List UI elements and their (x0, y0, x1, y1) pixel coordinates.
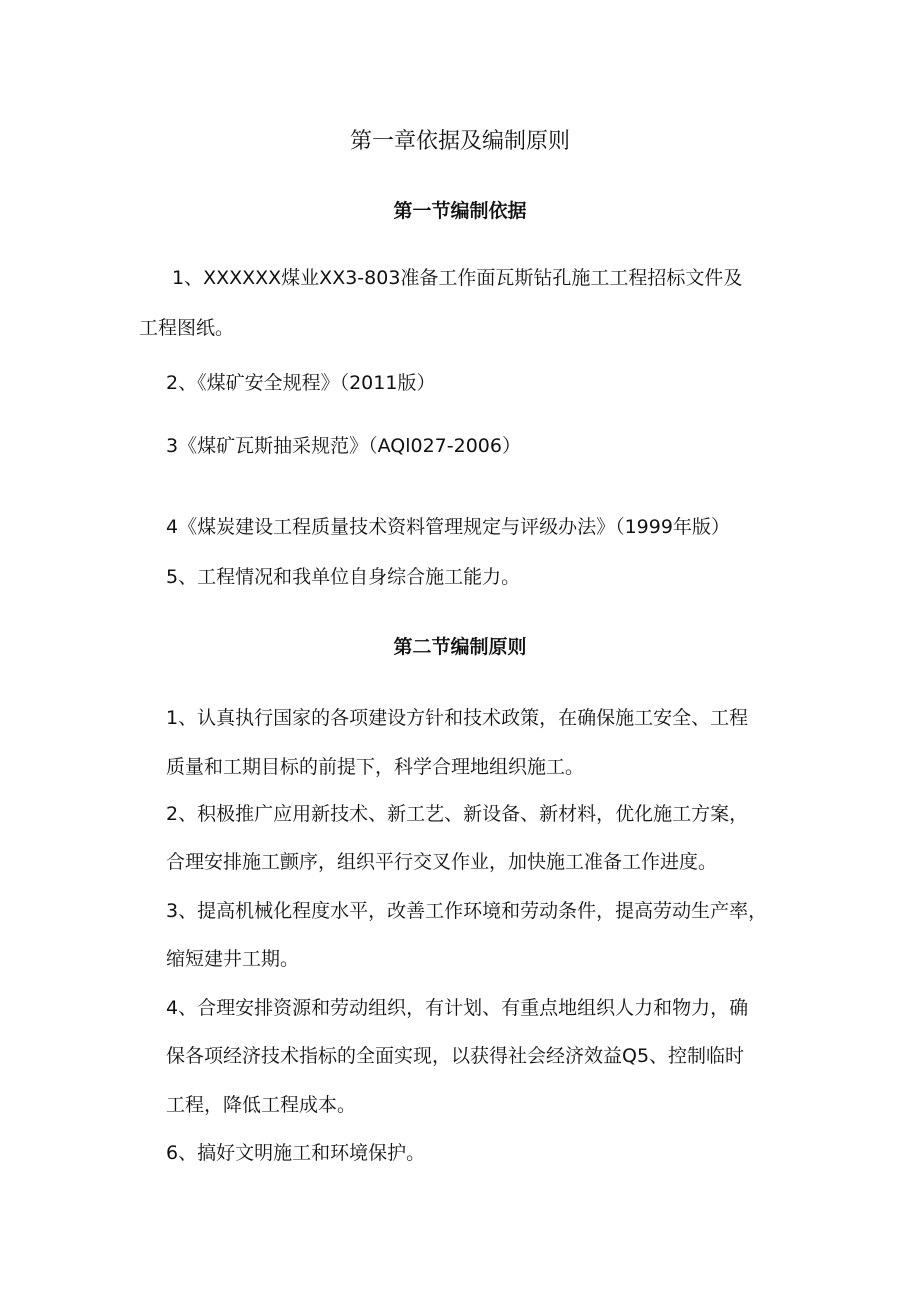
principle-item-6: 6、搞好文明施工和环境保护。 (166, 1142, 426, 1164)
principle-item-3-line-1: 3、提高机械化程度水平，改善工作环境和劳动条件，提高劳动生产率， (166, 900, 768, 922)
principle-item-1-line-1: 1、认真执行国家的各项建设方针和技术政策，在确保施工安全、工程 (166, 707, 749, 729)
principle-item-3-line-2: 缩短建井工期。 (166, 948, 300, 970)
principle-item-1-line-2: 质量和工期目标的前提下，科学合理地组织施工。 (166, 756, 585, 778)
chapter-title: 第一章依据及编制原则 (349, 129, 570, 154)
basis-item-4: 4《煤炭建设工程质量技术资料管理规定与评级办法》（1999年版） (166, 516, 730, 538)
basis-item-2: 2、《煤矿安全规程》（2011版） (166, 372, 436, 394)
principle-item-2-line-1: 2、积极推广应用新技术、新工艺、新设备、新材料，优化施工方案， (166, 803, 749, 825)
basis-item-5: 5、工程情况和我单位自身综合施工能力。 (166, 566, 521, 588)
principle-item-2-line-2: 合理安排施工颤序，组织平行交叉作业，加快施工准备工作进度。 (166, 851, 718, 873)
basis-item-1-line-1: 1、XXXXXX煤业XX3-803准备工作面瓦斯钻孔施工工程招标文件及 (172, 267, 743, 289)
basis-item-3: 3《煤矿瓦斯抽采规范》（AQl027-2006） (166, 435, 521, 457)
basis-item-1-line-2: 工程图纸。 (139, 317, 235, 339)
principle-item-4-line-2: 保各项经济技术指标的全面实现，以获得社会经济效益Q5、控制临时 (166, 1045, 745, 1067)
section-1-title: 第一节编制依据 (393, 200, 527, 222)
section-2-title: 第二节编制原则 (393, 636, 527, 658)
principle-item-4-line-3: 工程，降低工程成本。 (166, 1094, 357, 1116)
principle-item-4-line-1: 4、合理安排资源和劳动组织，有计划、有重点地组织人力和物力，确 (166, 997, 749, 1019)
